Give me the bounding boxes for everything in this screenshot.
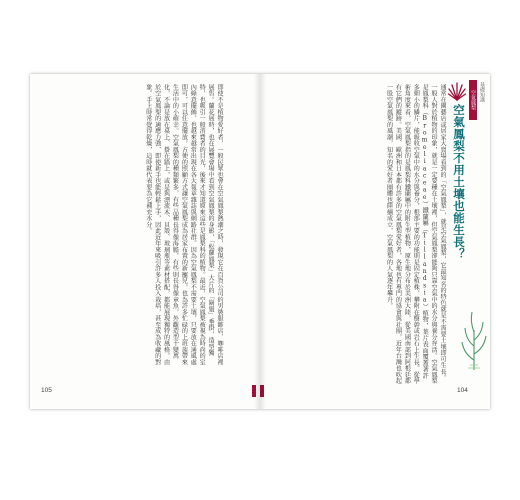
sunburst-icon xyxy=(448,80,466,102)
section-badge: 空氣鳳梨 xyxy=(469,80,477,120)
right-page xyxy=(260,74,490,409)
section-label: 基礎知識 xyxy=(479,82,485,102)
left-page-body-text: 即使不是植物愛好者，一般民眾也會在空氣鳳梨熱潮之時，發現它在百貨公司的男裝服飾店、咖啡店裡展售。蘭花展時，也在展覽會場中看到空氣鳳梨的身影，「松蘿鳳梨」大片的「鬍鬚」垂掛，造型獨特，也吸引一般消費者的目光，後來才知道原來這些是鳳梨科的植物。最近，空氣鳳梨被視為時尚的室內綠意擺飾，也越來越常出現在各大報章雜誌與網路社群。因為空氣鳳梨不需要土壤，只要放在通風處即可，可以任意擺放，方便的照顧方式讓空氣鳳梨成為居家布置的新寵兒，也為許多忙碌的上班族帶來生活中的小確幸。空氣鳳梨的種類繁多，有些品種長得像海膽，有些則長得像章魚，外觀造型千變萬化，不論是放在桌上、掛在牆上，或是與漂流木、貝殼、玻璃瓶等素材搭配，都能展現獨特的風格。由於空氣鳳梨的適應力強，即使新手也能輕鬆上手，因此近年來吸引許多人投入栽培，甚至成為收藏的對象。手上時常覺得乾燥，這時就代表要為它補充水分。 xyxy=(144,84,223,366)
article-title: 空氣鳳梨不用土壤也能生長？ xyxy=(452,104,466,260)
left-page-number: 105 xyxy=(41,387,52,394)
plant-decoration-icon xyxy=(460,310,488,372)
book-spread xyxy=(30,74,490,409)
book-gutter xyxy=(254,74,266,409)
right-page-body-text: 通常在園藝店或居家大賣場看到的「空氣鳳梨」，就是空氣鳳梨，它最知名的特色就是不需要土壤即可生長。一般人對於植物的印象，就是一定要種在土壤裡，但空氣鳳梨卻能夠只靠空氣中的水分與養分存活。空氣鳳梨是鳳梨科（Bromeliaceae）鐵蘭屬（Tillandsia）植物，葉片表面覆蓋著許多細小的鱗片，能吸收空氣中的水分與養分，根部主要的功能則是固定植株，攀附在樹幹或岩石上生長。從學術角度來看，空氣鳳梨指的是鳳梨科鐵蘭屬中的附生型植物，原生地分布於美洲大陸，從美國南部到阿根廷都有它們的蹤跡。美國、歐洲和日本都有許多的空氣鳳梨愛好者，各地也有專門的協會與社團，近年台灣也吹起一股空氣鳳梨的風潮，知名的愛好者團體也陸續成立，空氣鳳梨的人氣逐年攀升。 xyxy=(385,84,446,384)
right-page-number: 104 xyxy=(457,387,468,394)
left-page xyxy=(30,74,260,409)
